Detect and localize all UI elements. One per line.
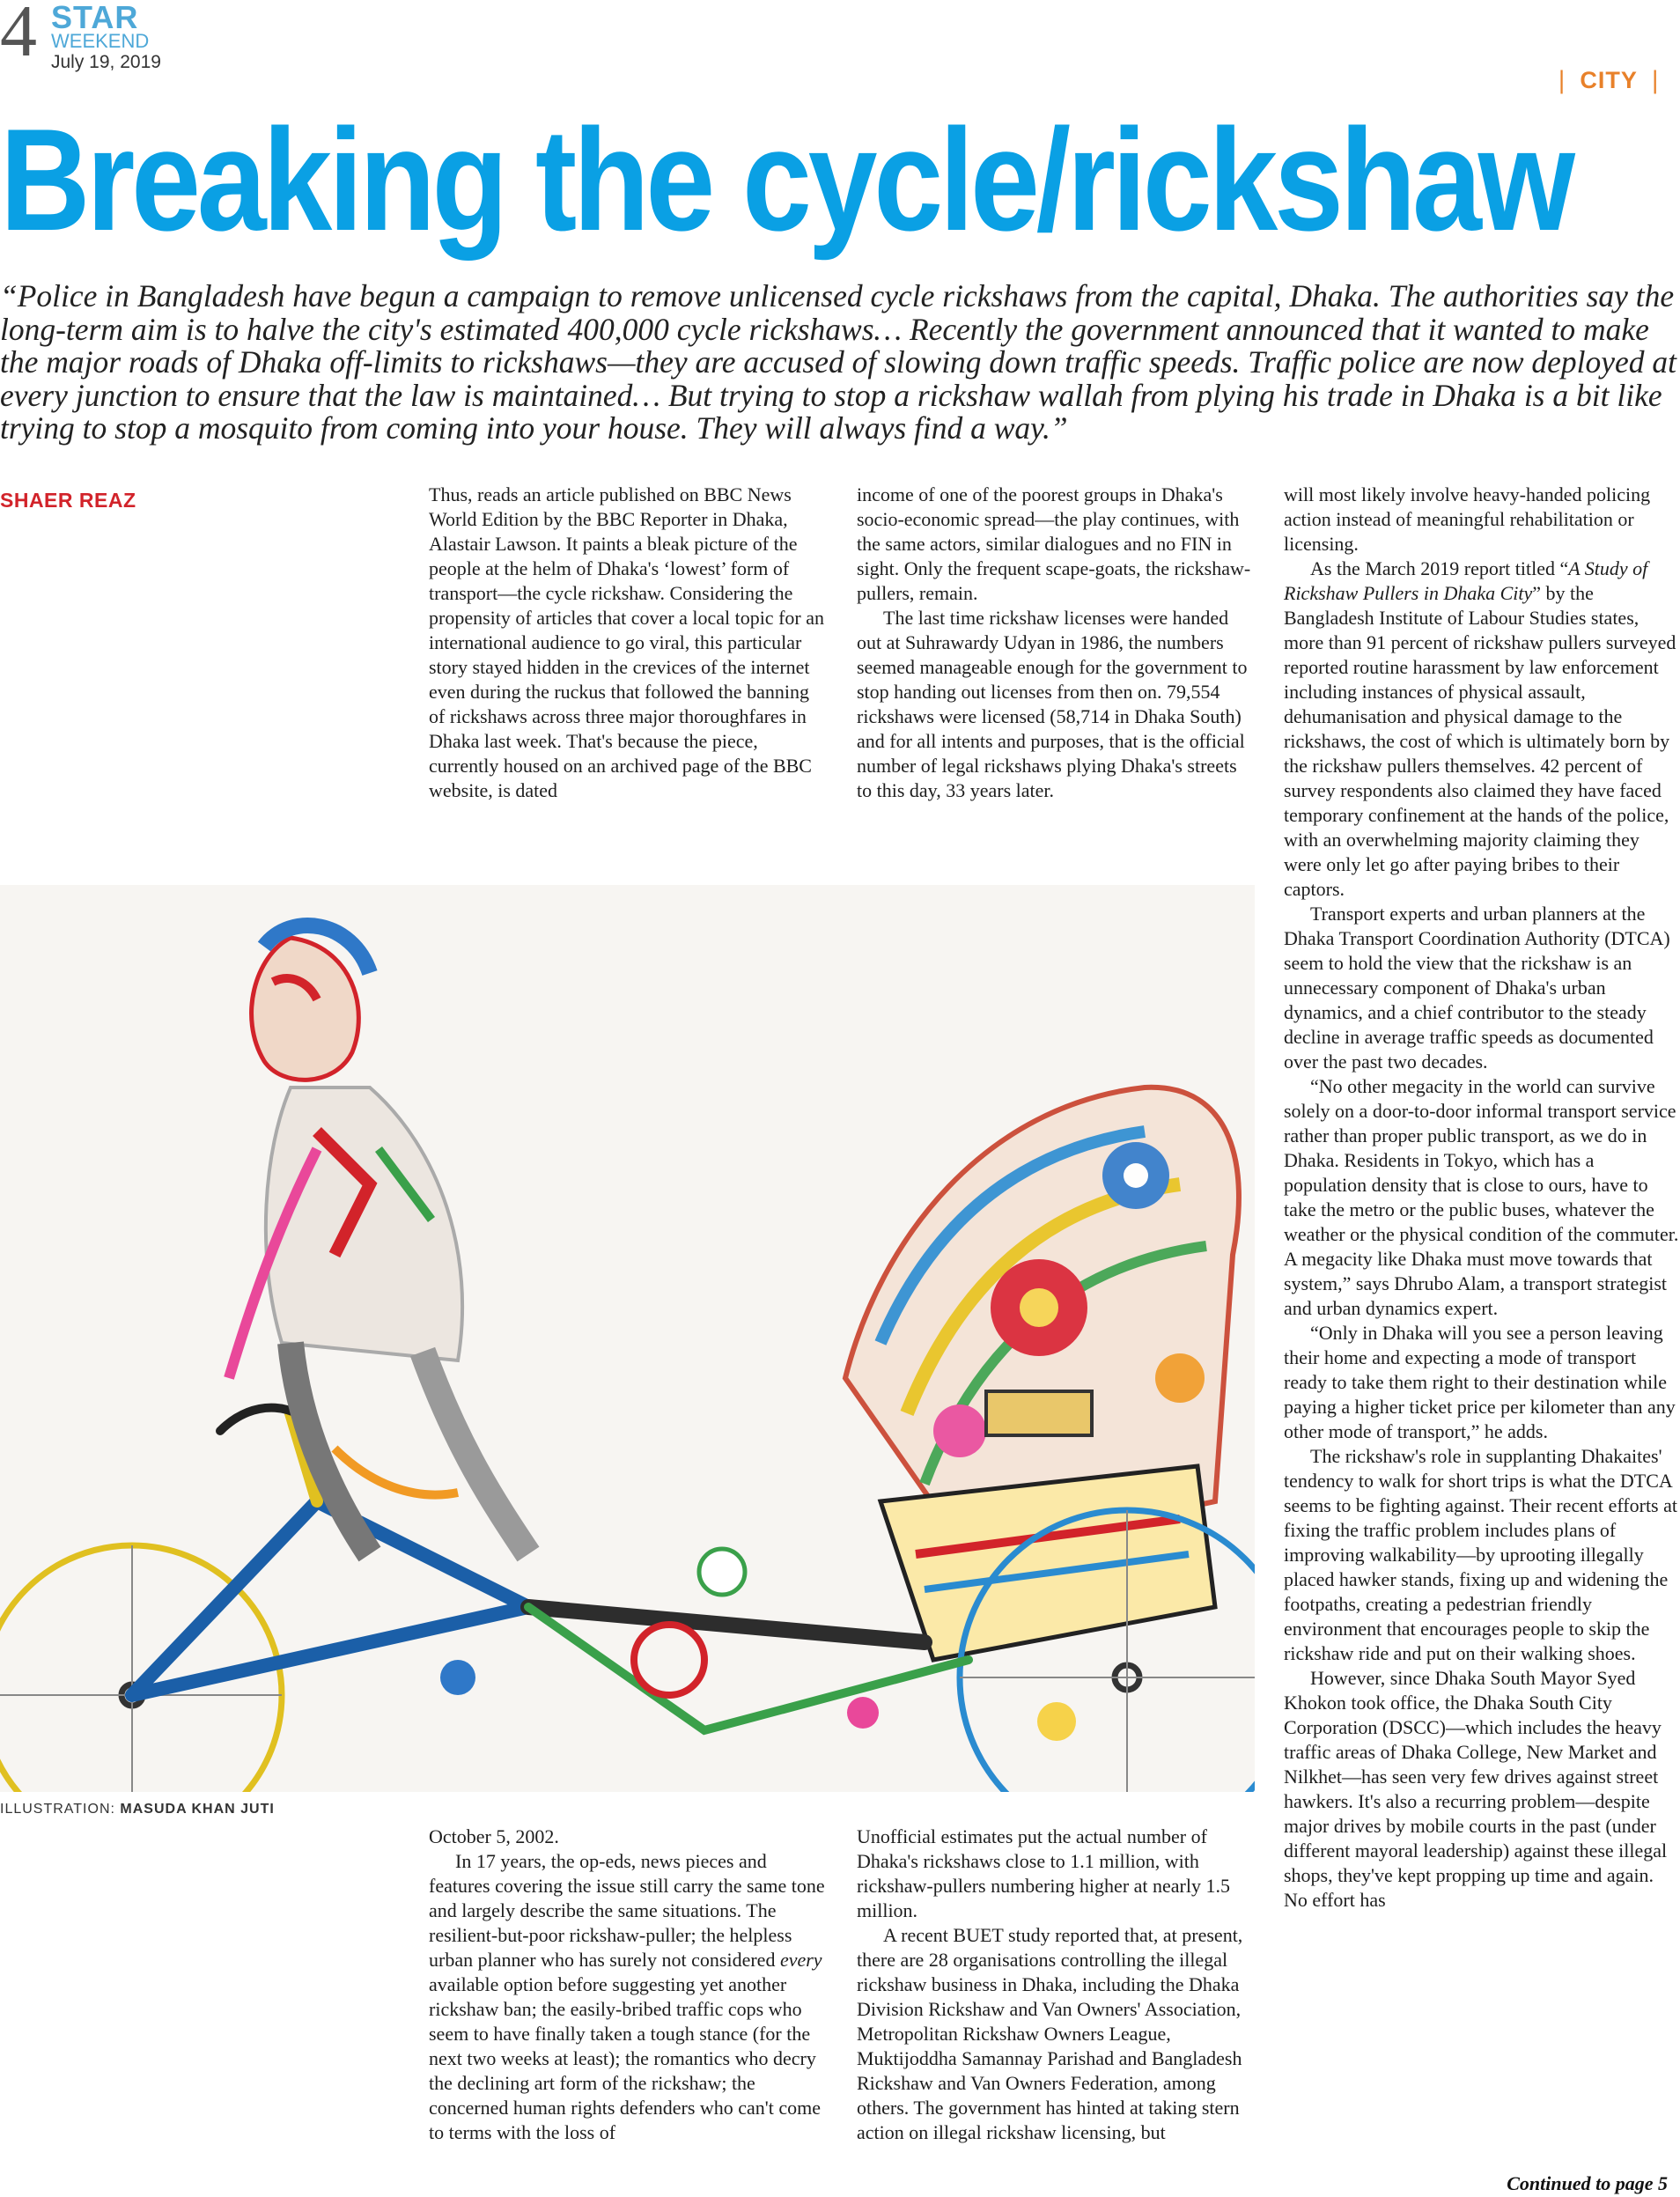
page-number: 4: [0, 0, 37, 72]
section-label: CITY: [1580, 67, 1638, 93]
column-3: [1284, 483, 1680, 1913]
continued-link[interactable]: Continued to page 5: [1507, 2172, 1668, 2194]
edition-name: WEEKEND: [51, 30, 150, 52]
paragraph: will most likely involve heavy-handed policing action instead of meaningful rehabilitation or licensing.: [1284, 483, 1651, 555]
illustration-credit: [0, 1802, 275, 1817]
text-run: In 17 years, the op-eds, news pieces and features covering the issue still carry the same tone and largely describe the same situations. The resilient-but-poor rickshaw-puller; the helpless urban planner who has surely not considered: [429, 1850, 825, 1971]
column-2-top: [857, 483, 1256, 803]
paragraph: [1284, 557, 1680, 902]
masthead: [51, 2, 161, 71]
issue-date: July 19, 2019: [51, 52, 161, 72]
column-2-bottom: [857, 1825, 1256, 2145]
paragraph: A recent BUET study reported that, at present, there are 28 organisations controlling the illegal rickshaw business in Dhaka, including the Dhaka Division Rickshaw and Van Owners' Association, Metropolitan Rickshaw Owners League, Muktijoddha Samannay Parishad and Bangladesh Rickshaw and Van Owners Federation, among others. The government has hinted at taking stern action on illegal rickshaw licensing, but: [857, 1924, 1243, 2143]
paragraph: Thus, reads an article published on BBC News World Edition by the BBC Reporter in Dhaka, Alastair Lawson. It paints a bleak picture of the people at the helm of Dhaka's ‘lowest’ form of transport—the cycle rickshaw. Considering the propensity of articles that cover a local topic for an international audience to go viral, this particular story stayed hidden in the crevices of the internet even during the ruckus that followed the banning of rickshaws across three major thoroughfares in Dhaka last week. That's because the piece, currently housed on an archived page of the BBC website, is dated: [429, 483, 824, 801]
column-1-bottom: [429, 1825, 825, 2145]
paragraph: The rickshaw's role in supplanting Dhakaites' tendency to walk for short trips is what the DTCA seems to be fighting against. Their recent efforts at fixing the traffic problem includes plans of improving walkability—by uprooting illegally placed hawker stands, fixing up and widening the footpaths, creating a pedestrian friendly environment that encourages people to skip the rickshaw ride and put on their walking shoes.: [1284, 1445, 1677, 1664]
section-divider-icon: ❘: [1551, 67, 1581, 93]
standfirst-quote: “Police in Bangladesh have begun a campaign to remove unlicensed cycle rickshaws from the capital, Dhaka. The authorities say the long-term aim is to halve the city's estimated 400,000 cycle rickshaws… Recently the government announced that it wanted to make the major roads of Dhaka off-limits to rickshaws—they are accused of slowing down traffic speeds. Traffic police are now deployed at every junction to ensure that the law is maintained… But trying to stop a rickshaw wallah from plying his trade in Dhaka is a bit like trying to stop a mosquito from coming into your house. They will always find a way.”: [0, 278, 1677, 446]
report-title: A Study of Rickshaw Pullers in Dhaka City: [1284, 557, 1648, 604]
paragraph: Unofficial estimates put the actual number of Dhaka's rickshaws close to 1.1 million, with rickshaw-pullers numbering higher at nearly 1.5 million.: [857, 1825, 1230, 1921]
headline: Breaking the cycle/rickshaw: [0, 99, 1572, 261]
column-1-top: [429, 483, 825, 803]
rickshaw-puller-artwork: [0, 885, 1255, 1792]
text-run: ” by the Bangladesh Institute of Labour Studies states, more than 91 percent of rickshaw pullers surveyed reported routine harassment by law enforcement including instances of physical assault, dehumanisation and physical damage to the rickshaws, the cost of which is ultimately born by the rickshaw pullers themselves. 42 percent of survey respondents also claimed they have faced temporary confinement at the hands of the police, with an overwhelming majority claiming they were only let go after paying bribes to their captors.: [1284, 582, 1676, 900]
paragraph: October 5, 2002.: [429, 1825, 559, 1847]
paragraph: The last time rickshaw licenses were handed out at Suhrawardy Udyan in 1986, the numbers seemed manageable enough for the government to stop handing out licenses from then on. 79,554 rickshaws were licensed (58,714 in Dhaka South) and for all intents and purposes, that is the official number of legal rickshaws plying Dhaka's streets to this day, 33 years later.: [857, 607, 1248, 801]
credit-label: ILLUSTRATION:: [0, 1802, 115, 1817]
rickshaw-illustration: [0, 885, 1255, 1792]
section-divider-icon: ❘: [1637, 67, 1666, 93]
paragraph: Transport experts and urban planners at the Dhaka Transport Coordination Authority (DTCA) seem to hold the view that the rickshaw is an unnecessary component of Dhaka's urban dynamics, and a chief contributor to the steady decline in average traffic speeds as documented over the past two decades.: [1284, 903, 1670, 1073]
text-run: As the March 2019 report titled “: [1310, 557, 1569, 579]
text-run: available option before suggesting yet another rickshaw ban; the easily-bribed traffic cops who seem to have finally taken a tough stance (for the next two weeks at least); the romantics who decry the declining art form of the rickshaw; the concerned human rights defenders who can't come to terms with the loss of: [429, 1973, 822, 2143]
paragraph: “Only in Dhaka will you see a person leaving their home and expecting a mode of transport ready to take them right to their destination while paying a higher ticket price per kilometer than any other mode of transport,” he adds.: [1284, 1322, 1676, 1442]
paragraph: income of one of the poorest groups in Dhaka's socio-economic spread—the play continues, with the same actors, similar dialogues and no FIN in sight. Only the frequent scape-goats, the rickshaw-pullers, remain.: [857, 483, 1251, 604]
paragraph: “No other megacity in the world can survive solely on a door-to-door informal transport service rather than proper public transport, as we do in Dhaka. Residents in Tokyo, which has a population density that is close to ours, have to take the metro or the public buses, whatever the weather or the physical condition of the commuter. A megacity like Dhaka must move towards that system,” says Dhrubo Alam, a transport strategist and urban dynamics expert.: [1284, 1075, 1679, 1319]
brand-name: STAR: [51, 0, 139, 35]
credit-name: MASUDA KHAN JUTI: [120, 1802, 275, 1817]
byline: SHAER REAZ: [0, 489, 136, 512]
emphasis: every: [779, 1949, 822, 1971]
section-tag: [1551, 67, 1666, 94]
paragraph: [429, 1849, 825, 2145]
paragraph: However, since Dhaka South Mayor Syed Khokon took office, the Dhaka South City Corporation (DSCC)—which includes the heavy traffic areas of Dhaka College, New Market and Nilkhet—has seen very few drives against street hawkers. It's also a recurring problem—despite major drives by mobile courts in the past (under different mayoral leadership) against these illegal shops, they've kept propping up time and again. No effort has: [1284, 1667, 1668, 1911]
